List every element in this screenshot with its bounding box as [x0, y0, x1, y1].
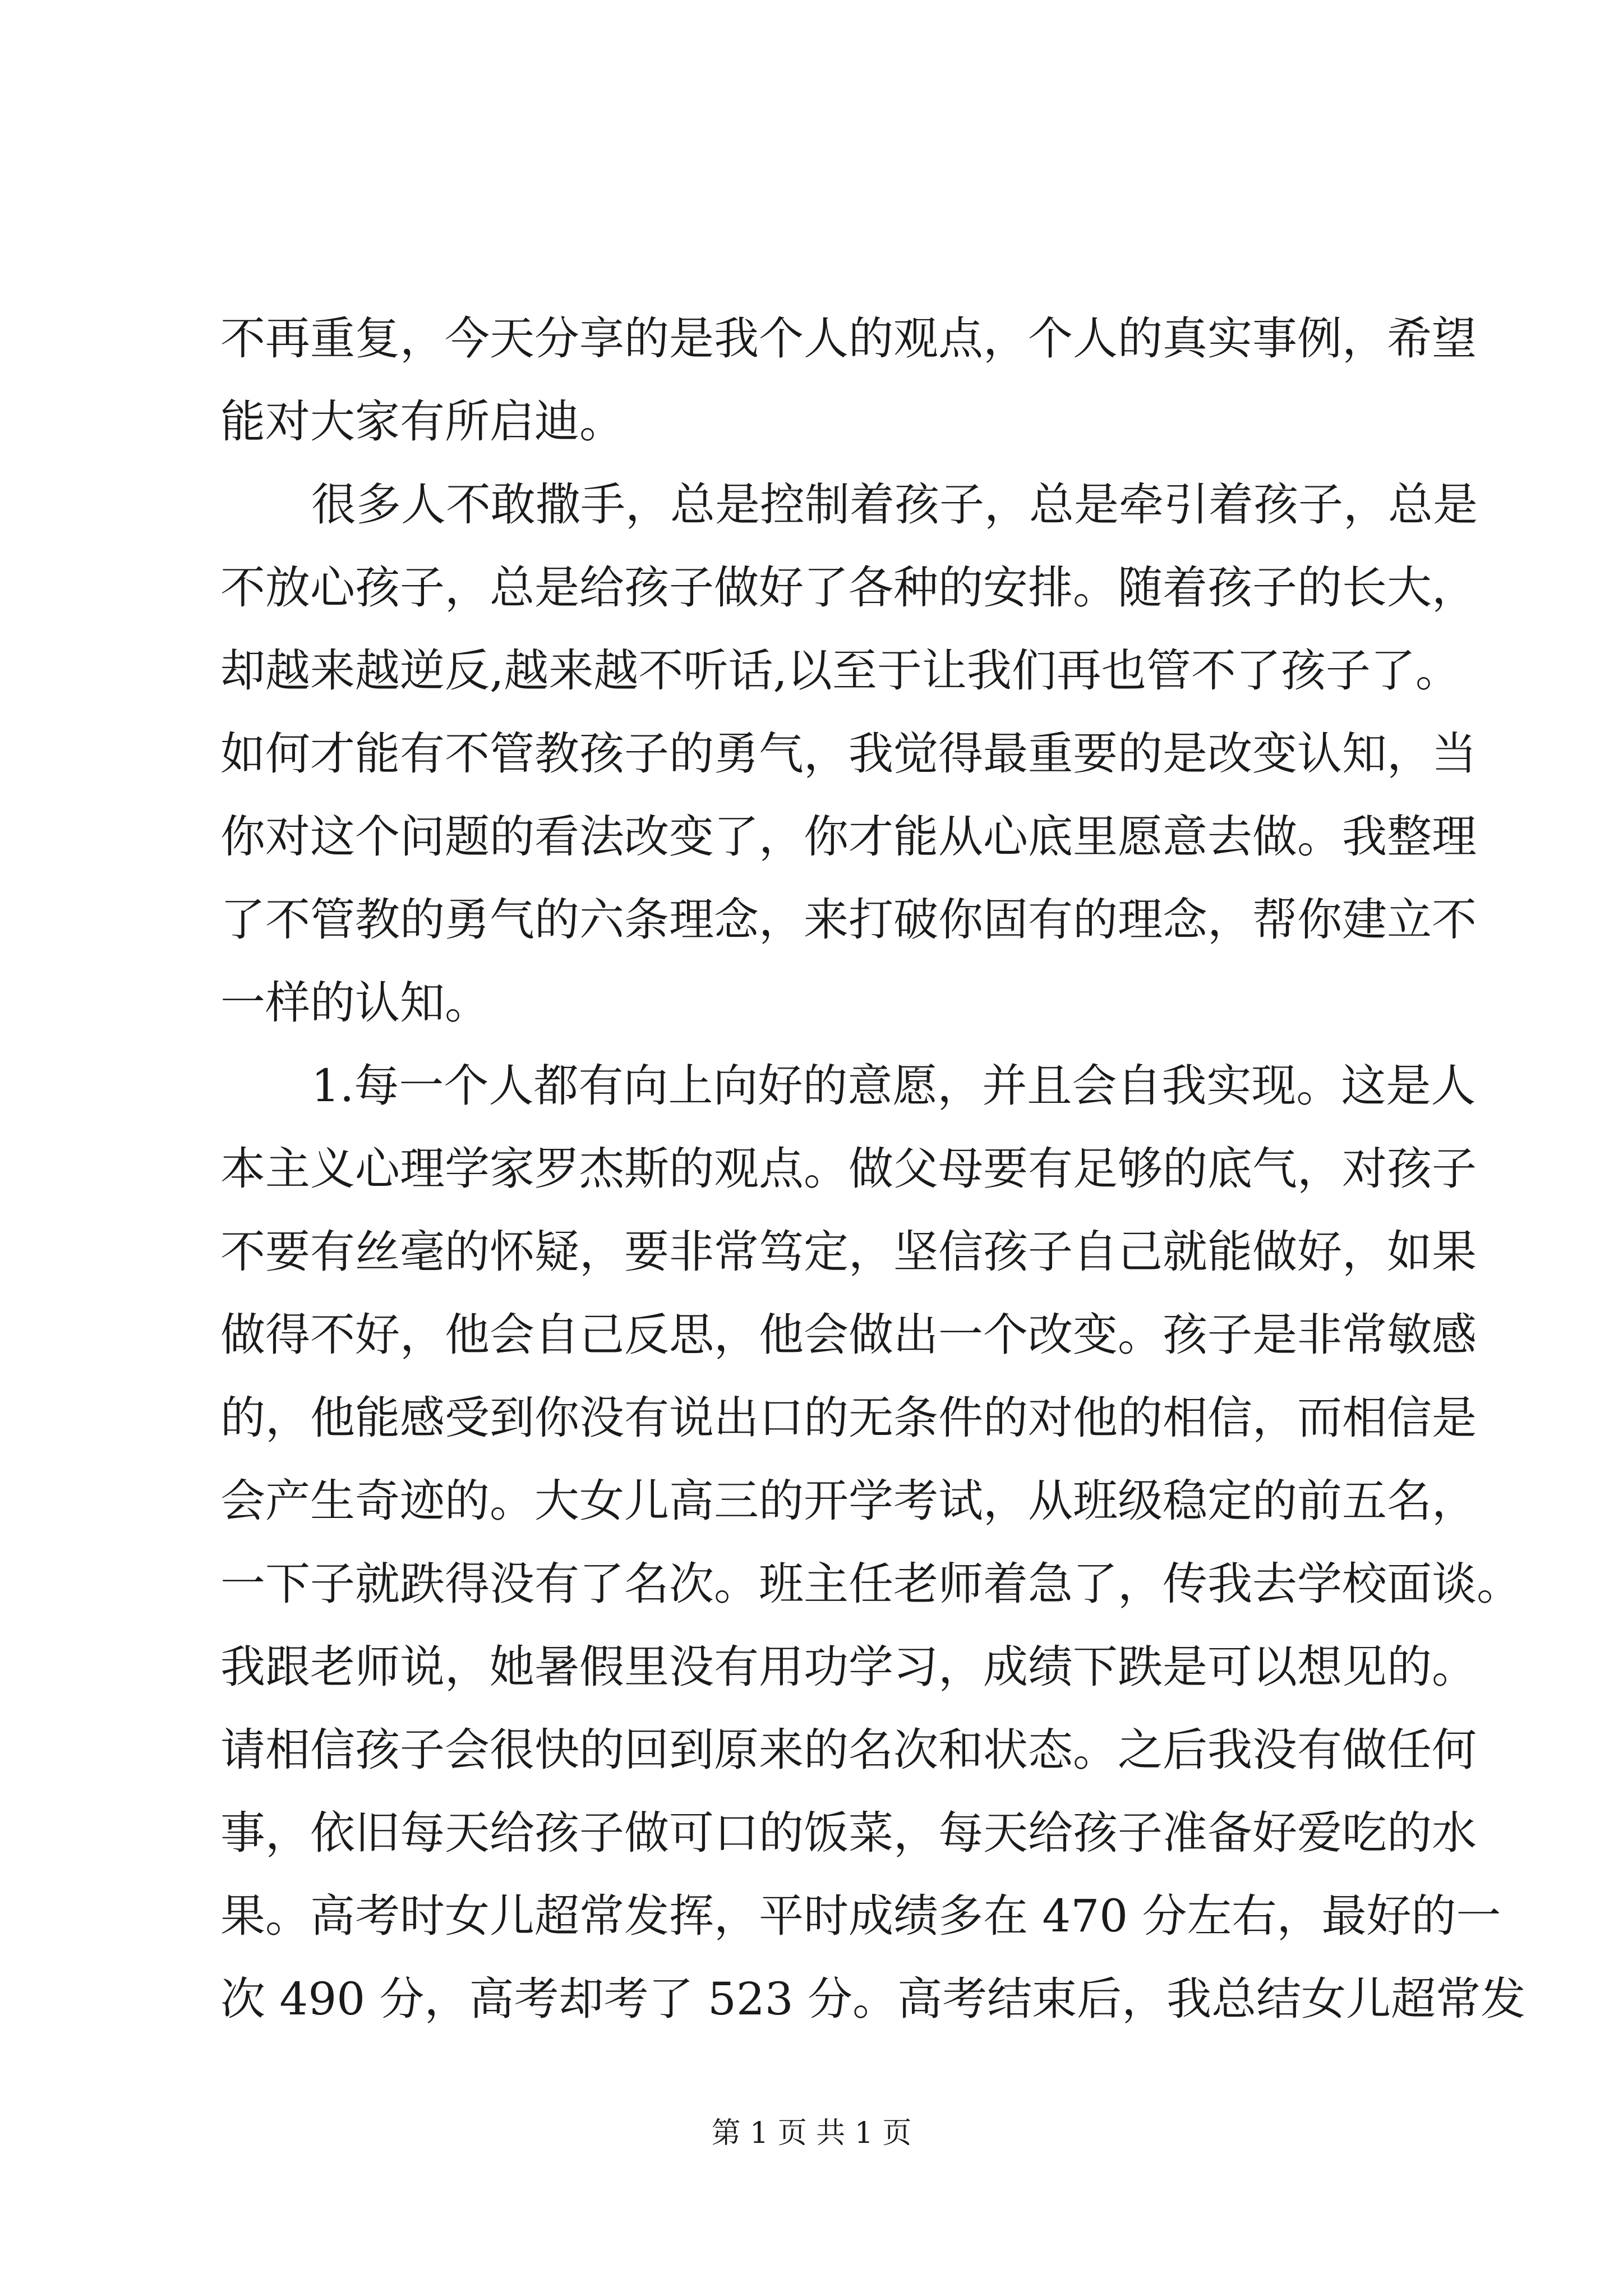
text-line: 了不管教的勇气的六条理念，来打破你固有的理念，帮你建立不 [220, 894, 1477, 946]
page-number-label: 第 1 页 共 1 页 [711, 2116, 912, 2150]
text-line: 一下子就跌得没有了名次。班主任老师着急了，传我去学校面谈。 [220, 1558, 1521, 1610]
text-line: 不再重复，今天分享的是我个人的观点，个人的真实事例，希望 [220, 312, 1477, 365]
text-line: 本主义心理学家罗杰斯的观点。做父母要有足够的底气，对孩子 [220, 1143, 1477, 1195]
document-body [220, 297, 1526, 2041]
text-line: 事，依旧每天给孩子做可口的饭菜，每天给孩子准备好爱吃的水 [220, 1807, 1477, 1859]
text-line: 果。高考时女儿超常发挥，平时成绩多在 470 分左右，最好的一 [220, 1890, 1501, 1942]
text-line: 的，他能感受到你没有说出口的无条件的对他的相信，而相信是 [220, 1392, 1477, 1444]
text-line: 不放心孩子，总是给孩子做好了各种的安排。随着孩子的长大， [220, 562, 1477, 614]
page-footer [0, 2114, 1623, 2153]
text-line: 请相信孩子会很快的回到原来的名次和状态。之后我没有做任何 [220, 1724, 1477, 1776]
text-line: 却越来越逆反,越来越不听话,以至于让我们再也管不了孩子了。 [220, 645, 1460, 697]
text-line: 我跟老师说，她暑假里没有用功学习，成绩下跌是可以想见的。 [220, 1641, 1477, 1693]
text-line: 做得不好，他会自己反思，他会做出一个改变。孩子是非常敏感 [220, 1309, 1477, 1361]
text-line: 次 490 分，高考却考了 523 分。高考结束后，我总结女儿超常发 [220, 1973, 1526, 2025]
text-line: 1.每一个人都有向上向好的意愿，并且会自我实现。这是人 [311, 1060, 1476, 1112]
text-line: 不要有丝毫的怀疑，要非常笃定，坚信孩子自己就能做好，如果 [220, 1226, 1477, 1278]
text-line: 能对大家有所启迪。 [220, 395, 624, 448]
text-line: 一样的认知。 [220, 977, 490, 1029]
text-line: 会产生奇迹的。大女儿高三的开学考试，从班级稳定的前五名， [220, 1475, 1477, 1527]
text-line: 如何才能有不管教孩子的勇气，我觉得最重要的是改变认知，当 [220, 728, 1477, 780]
text-line: 很多人不敢撒手，总是控制着孩子，总是牵引着孩子，总是 [311, 478, 1478, 531]
text-line: 你对这个问题的看法改变了，你才能从心底里愿意去做。我整理 [220, 811, 1477, 863]
